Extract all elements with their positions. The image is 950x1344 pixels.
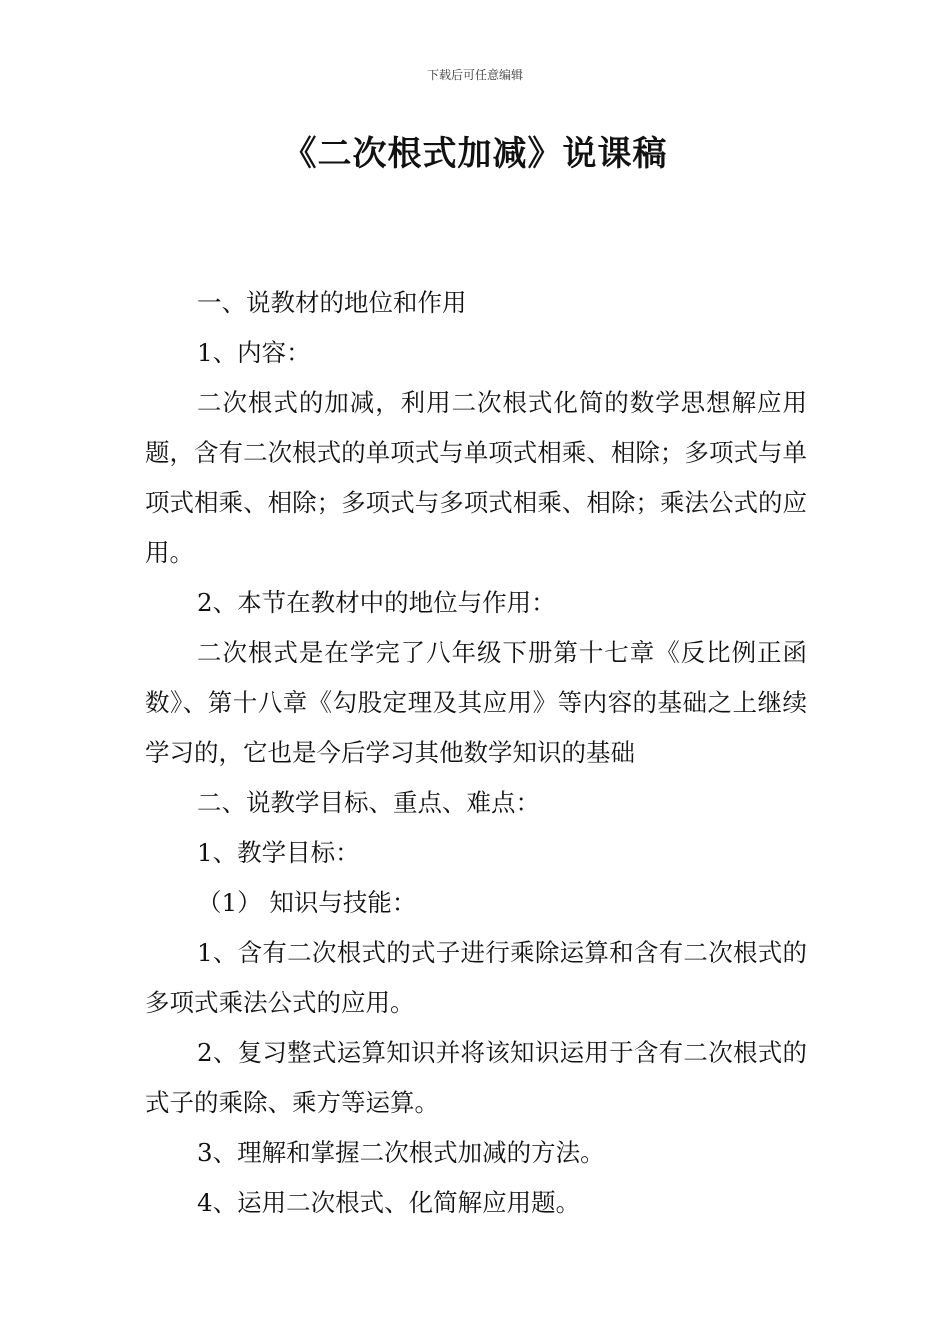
section-heading-goals: 二、说教学目标、重点、难点： [197,788,540,817]
header-note: 下载后可任意编辑 [426,68,523,82]
document-body [145,278,807,1228]
goal-item-3: 3、理解和掌握二次根式加减的方法。 [197,1138,605,1167]
document-title: 《二次根式加减》说课稿 [282,134,668,174]
subheading-knowledge-skills: （1） 知识与技能： [197,888,417,917]
goal-item-4: 4、运用二次根式、化简解应用题。 [197,1188,581,1217]
goal-item-1: 1、含有二次根式的式子进行乘除运算和含有二次根式的多项式乘法公式的应用。 [145,938,807,1017]
section-heading-textbook-role: 一、说教材的地位和作用 [197,288,467,317]
subheading-content: 1、内容： [197,338,311,367]
subheading-teaching-goals: 1、教学目标： [197,838,360,867]
paragraph-content-description: 二次根式的加减，利用二次根式化简的数学思想解应用题，含有二次根式的单项式与单项式相乘、相除；多项式与单项式相乘、相除；多项式与多项式相乘、相除；乘法公式的应用。 [145,388,807,567]
subheading-position-role: 2、本节在教材中的地位与作用： [197,588,556,617]
paragraph-position-description: 二次根式是在学完了八年级下册第十七章《反比例正函数》、第十八章《勾股定理及其应用》等内容的基础之上继续学习的，它也是今后学习其他数学知识的基础 [145,638,807,767]
goal-item-2: 2、复习整式运算知识并将该知识运用于含有二次根式的式子的乘除、乘方等运算。 [145,1038,807,1117]
